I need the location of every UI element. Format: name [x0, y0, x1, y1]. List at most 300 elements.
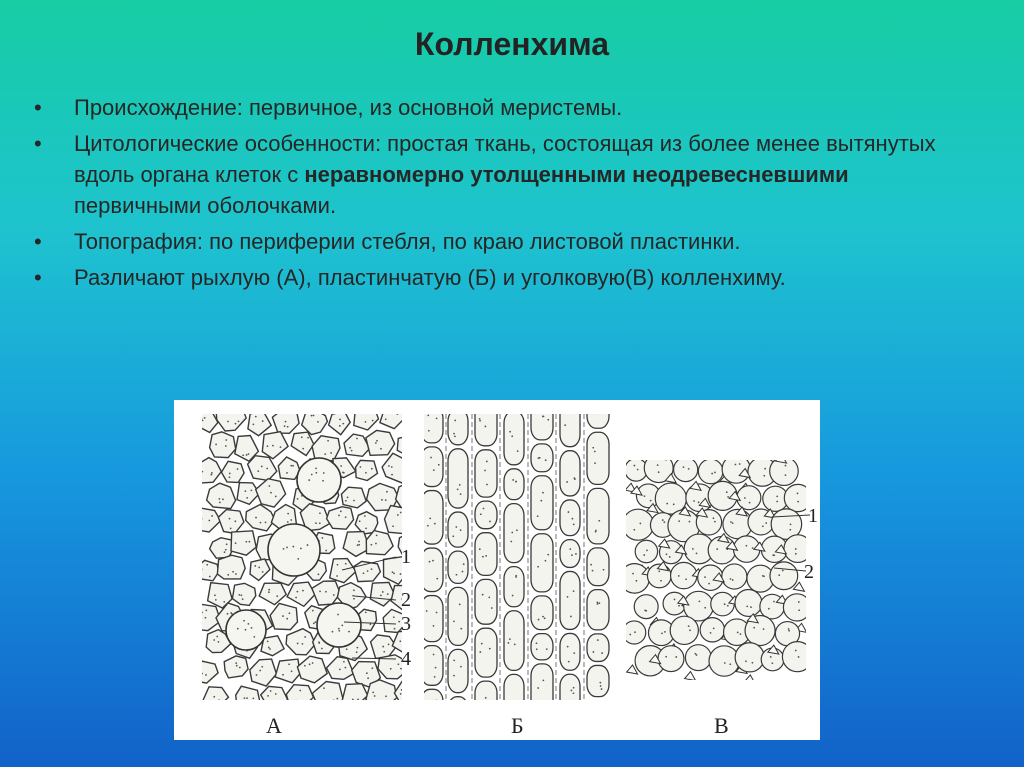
cytoplasm-granule	[268, 485, 270, 487]
cytoplasm-granule	[282, 615, 284, 617]
panel-c-drawing	[614, 451, 820, 738]
cytoplasm-granule	[479, 420, 481, 422]
cell	[504, 411, 524, 465]
cytoplasm-granule	[438, 464, 440, 466]
cytoplasm-granule	[336, 575, 338, 577]
cytoplasm-granule	[259, 670, 261, 672]
cytoplasm-granule	[644, 610, 646, 612]
cytoplasm-granule	[510, 541, 512, 543]
cytoplasm-granule	[433, 654, 435, 656]
thickened-corner	[614, 635, 625, 644]
cell	[620, 564, 649, 593]
panel-a-callout: 4	[401, 648, 411, 670]
cytoplasm-granule	[536, 642, 538, 644]
cytoplasm-granule	[413, 493, 415, 495]
cytoplasm-granule	[385, 418, 387, 420]
cytoplasm-granule	[369, 623, 371, 625]
cytoplasm-granule	[430, 457, 432, 459]
cell	[218, 510, 244, 534]
cytoplasm-granule	[730, 578, 732, 580]
cytoplasm-granule	[764, 468, 766, 470]
cell	[475, 628, 497, 677]
cytoplasm-granule	[412, 439, 414, 441]
cytoplasm-granule	[282, 674, 284, 676]
cytoplasm-granule	[250, 489, 252, 491]
cell	[397, 434, 422, 457]
cytoplasm-granule	[290, 519, 292, 521]
cytoplasm-granule	[797, 501, 799, 503]
cell	[587, 488, 609, 544]
cytoplasm-granule	[795, 553, 797, 555]
cytoplasm-granule	[483, 508, 485, 510]
cytoplasm-granule	[223, 601, 225, 603]
cytoplasm-granule	[367, 677, 369, 679]
cytoplasm-granule	[388, 465, 390, 467]
cell	[191, 661, 218, 683]
cytoplasm-granule	[664, 631, 666, 633]
cytoplasm-granule	[324, 453, 326, 455]
cytoplasm-granule	[307, 437, 309, 439]
cytoplasm-granule	[345, 563, 347, 565]
cytoplasm-granule	[215, 444, 217, 446]
cytoplasm-granule	[517, 450, 519, 452]
cytoplasm-granule	[542, 679, 544, 681]
cytoplasm-granule	[752, 662, 754, 664]
cytoplasm-granule	[252, 423, 254, 425]
cytoplasm-granule	[515, 576, 517, 578]
cytoplasm-granule	[410, 542, 412, 544]
cell	[217, 555, 245, 579]
cytoplasm-granule	[435, 667, 437, 669]
cytoplasm-granule	[537, 566, 539, 568]
cytoplasm-granule	[427, 414, 429, 416]
cell	[327, 657, 354, 680]
cell	[784, 535, 812, 563]
cytoplasm-granule	[367, 570, 369, 572]
panel-c-letter: В	[714, 713, 729, 738]
cell	[396, 482, 422, 509]
cytoplasm-granule	[265, 521, 267, 523]
cytoplasm-granule	[459, 717, 461, 719]
bullet-text: Происхождение: первичное, из основной меристемы.	[74, 95, 623, 120]
cytoplasm-granule	[227, 613, 229, 615]
cytoplasm-granule	[479, 651, 481, 653]
cytoplasm-granule	[457, 488, 459, 490]
cell	[623, 509, 654, 540]
cell	[342, 684, 368, 710]
cytoplasm-granule	[486, 461, 488, 463]
cytoplasm-granule	[512, 595, 514, 597]
cell	[448, 551, 468, 583]
cytoplasm-granule	[452, 535, 454, 537]
cell	[207, 483, 236, 508]
cytoplasm-granule	[732, 522, 734, 524]
cytoplasm-granule	[268, 591, 270, 593]
cytoplasm-granule	[426, 610, 428, 612]
cell	[700, 618, 724, 642]
cytoplasm-granule	[460, 628, 462, 630]
cytoplasm-granule	[318, 573, 320, 575]
cytoplasm-granule	[289, 612, 291, 614]
cytoplasm-granule	[429, 561, 431, 563]
cytoplasm-granule	[708, 583, 710, 585]
cytoplasm-granule	[242, 598, 244, 600]
cytoplasm-granule	[229, 473, 231, 475]
cytoplasm-granule	[665, 656, 667, 658]
cytoplasm-granule	[356, 647, 358, 649]
cytoplasm-granule	[222, 498, 224, 500]
cell	[504, 504, 524, 563]
cell	[312, 682, 343, 710]
cytoplasm-granule	[710, 632, 712, 634]
cell	[421, 407, 443, 443]
cytoplasm-granule	[375, 543, 377, 545]
cell	[560, 674, 580, 725]
cytoplasm-granule	[301, 436, 303, 438]
cytoplasm-granule	[732, 579, 734, 581]
cytoplasm-granule	[333, 700, 335, 702]
cell	[297, 656, 327, 683]
cytoplasm-granule	[252, 697, 254, 699]
cell	[448, 449, 468, 508]
cytoplasm-granule	[573, 652, 575, 654]
cytoplasm-granule	[201, 418, 203, 420]
cytoplasm-granule	[260, 522, 262, 524]
cytoplasm-granule	[572, 518, 574, 520]
cytoplasm-granule	[569, 548, 571, 550]
cell	[709, 646, 739, 676]
cytoplasm-granule	[235, 542, 237, 544]
bullet-origin	[34, 92, 974, 123]
cytoplasm-granule	[268, 647, 270, 649]
cell	[272, 408, 299, 433]
cytoplasm-granule	[208, 520, 210, 522]
cytoplasm-granule	[790, 523, 792, 525]
cytoplasm-granule	[632, 573, 634, 575]
cytoplasm-granule	[357, 698, 359, 700]
cytoplasm-granule	[201, 568, 203, 570]
cell	[354, 404, 379, 430]
cytoplasm-granule	[795, 548, 797, 550]
cytoplasm-granule	[356, 438, 358, 440]
cell	[634, 595, 658, 619]
cell	[735, 643, 764, 672]
cytoplasm-granule	[286, 618, 288, 620]
cytoplasm-granule	[198, 675, 200, 677]
panel-a-callout: 3	[401, 613, 411, 635]
cytoplasm-granule	[243, 620, 245, 622]
cytoplasm-granule	[460, 529, 462, 531]
cytoplasm-granule	[436, 700, 438, 702]
cytoplasm-granule	[238, 594, 240, 596]
cell	[531, 476, 553, 530]
cytoplasm-granule	[365, 527, 367, 529]
cytoplasm-granule	[753, 627, 755, 629]
cytoplasm-granule	[453, 620, 455, 622]
cell	[287, 582, 315, 606]
cell	[193, 458, 221, 483]
cytoplasm-granule	[595, 530, 597, 532]
cytoplasm-granule	[297, 498, 299, 500]
cytoplasm-granule	[629, 634, 631, 636]
cell	[286, 685, 313, 709]
cytoplasm-granule	[262, 571, 264, 573]
cytoplasm-granule	[515, 481, 517, 483]
cytoplasm-granule	[340, 465, 342, 467]
cytoplasm-granule	[226, 543, 228, 545]
cytoplasm-granule	[399, 640, 401, 642]
cytoplasm-granule	[730, 521, 732, 523]
cytoplasm-granule	[397, 514, 399, 516]
cytoplasm-granule	[590, 564, 592, 566]
cytoplasm-granule	[380, 448, 382, 450]
cytoplasm-granule	[206, 564, 208, 566]
cytoplasm-granule	[778, 574, 780, 576]
bullet-dot: •	[34, 95, 42, 120]
cytoplasm-granule	[724, 662, 726, 664]
cytoplasm-granule	[337, 614, 339, 616]
cell	[587, 548, 609, 586]
cytoplasm-granule	[365, 421, 367, 423]
cytoplasm-granule	[746, 605, 748, 607]
cytoplasm-granule	[488, 596, 490, 598]
cytoplasm-granule	[639, 523, 641, 525]
cytoplasm-granule	[227, 421, 229, 423]
panel-a-cells	[191, 404, 422, 711]
cytoplasm-granule	[388, 643, 390, 645]
cytoplasm-granule	[218, 498, 220, 500]
cytoplasm-granule	[387, 593, 389, 595]
cytoplasm-granule	[270, 492, 272, 494]
cell	[531, 534, 553, 592]
cytoplasm-granule	[292, 546, 294, 548]
cytoplasm-granule	[238, 420, 240, 422]
cytoplasm-granule	[308, 479, 310, 481]
cytoplasm-granule	[201, 518, 203, 520]
cytoplasm-granule	[300, 548, 302, 550]
cytoplasm-granule	[427, 525, 429, 527]
cytoplasm-granule	[216, 636, 218, 638]
cytoplasm-granule	[798, 601, 800, 603]
cytoplasm-granule	[685, 578, 687, 580]
cytoplasm-granule	[211, 472, 213, 474]
cytoplasm-granule	[391, 466, 393, 468]
cell	[587, 590, 609, 630]
cytoplasm-granule	[201, 673, 203, 675]
cytoplasm-granule	[688, 468, 690, 470]
cell	[270, 603, 297, 629]
cytoplasm-granule	[262, 420, 264, 422]
cytoplasm-granule	[358, 544, 360, 546]
cytoplasm-granule	[372, 691, 374, 693]
cytoplasm-granule	[696, 553, 698, 555]
cytoplasm-granule	[658, 471, 660, 473]
cytoplasm-granule	[637, 469, 639, 471]
cytoplasm-granule	[205, 617, 207, 619]
cytoplasm-granule	[746, 545, 748, 547]
cytoplasm-granule	[296, 591, 298, 593]
cytoplasm-granule	[463, 563, 465, 565]
cytoplasm-granule	[744, 497, 746, 499]
cell	[341, 487, 366, 508]
cytoplasm-granule	[459, 604, 461, 606]
cytoplasm-granule	[400, 693, 402, 695]
cytoplasm-granule	[313, 622, 315, 624]
cell	[711, 592, 735, 616]
cytoplasm-granule	[371, 667, 373, 669]
cell	[370, 582, 395, 606]
cytoplasm-granule	[266, 468, 268, 470]
cell	[261, 686, 288, 709]
cytoplasm-granule	[325, 550, 327, 552]
cytoplasm-granule	[229, 476, 231, 478]
cytoplasm-granule	[729, 663, 731, 665]
cytoplasm-granule	[211, 515, 213, 517]
cytoplasm-granule	[661, 632, 663, 634]
cytoplasm-granule	[567, 646, 569, 648]
cytoplasm-granule	[258, 567, 260, 569]
cell	[531, 634, 553, 660]
cytoplasm-granule	[749, 502, 751, 504]
cytoplasm-granule	[400, 573, 402, 575]
cytoplasm-granule	[315, 472, 317, 474]
cytoplasm-granule	[536, 648, 538, 650]
cytoplasm-granule	[693, 500, 695, 502]
panel-b-drawing	[421, 400, 612, 740]
cytoplasm-granule	[514, 644, 516, 646]
bullet-dot: •	[34, 131, 42, 156]
cytoplasm-granule	[342, 423, 344, 425]
cell	[587, 432, 609, 484]
cytoplasm-granule	[287, 521, 289, 523]
cytoplasm-granule	[353, 598, 355, 600]
cytoplasm-granule	[232, 571, 234, 573]
thickened-corner	[655, 451, 666, 460]
cell	[448, 649, 468, 692]
cytoplasm-granule	[225, 439, 227, 441]
cytoplasm-granule	[509, 431, 511, 433]
cytoplasm-granule	[426, 714, 428, 716]
cytoplasm-granule	[486, 484, 488, 486]
cell	[237, 483, 259, 505]
cytoplasm-granule	[352, 595, 354, 597]
cell	[366, 531, 393, 555]
bullet-dot: •	[34, 265, 42, 290]
cytoplasm-granule	[315, 467, 317, 469]
cell	[224, 656, 248, 678]
cell	[475, 501, 497, 529]
cytoplasm-granule	[383, 651, 385, 653]
cytoplasm-granule	[319, 590, 321, 592]
cytoplasm-granule	[351, 450, 353, 452]
cell	[587, 665, 609, 696]
cell	[232, 583, 255, 605]
cytoplasm-granule	[462, 733, 464, 735]
cytoplasm-granule	[364, 410, 366, 412]
cytoplasm-granule	[229, 518, 231, 520]
cytoplasm-granule	[540, 700, 542, 702]
cytoplasm-granule	[365, 611, 367, 613]
cytoplasm-granule	[287, 513, 289, 515]
cytoplasm-granule	[392, 571, 394, 573]
cytoplasm-granule	[511, 532, 513, 534]
panel-c-cells	[614, 451, 820, 684]
cytoplasm-granule	[332, 631, 334, 633]
cytoplasm-granule	[573, 692, 575, 694]
cytoplasm-granule	[692, 548, 694, 550]
cell	[302, 409, 328, 435]
cytoplasm-granule	[752, 547, 754, 549]
cytoplasm-granule	[455, 526, 457, 528]
cytoplasm-granule	[394, 628, 396, 630]
cytoplasm-granule	[714, 521, 716, 523]
cytoplasm-granule	[343, 661, 345, 663]
cytoplasm-granule	[546, 648, 548, 650]
cytoplasm-granule	[694, 653, 696, 655]
cytoplasm-granule	[248, 453, 250, 455]
cytoplasm-granule	[454, 435, 456, 437]
cell	[587, 402, 609, 428]
cytoplasm-granule	[740, 633, 742, 635]
cell	[312, 581, 340, 605]
cytoplasm-granule	[513, 710, 515, 712]
cytoplasm-granule	[737, 632, 739, 634]
cytoplasm-granule	[286, 472, 288, 474]
cytoplasm-granule	[244, 697, 246, 699]
cytoplasm-granule	[482, 556, 484, 558]
cytoplasm-granule	[338, 630, 340, 632]
panel-c-callout: 1	[808, 505, 818, 527]
collenchyma-figure	[174, 400, 820, 740]
cytoplasm-granule	[375, 442, 377, 444]
cytoplasm-granule	[381, 499, 383, 501]
cytoplasm-granule	[573, 523, 575, 525]
cytoplasm-granule	[599, 682, 601, 684]
cytoplasm-granule	[633, 529, 635, 531]
cell	[203, 687, 229, 708]
cell	[366, 680, 397, 710]
cytoplasm-granule	[287, 426, 289, 428]
cytoplasm-granule	[385, 695, 387, 697]
cytoplasm-granule	[602, 409, 604, 411]
cytoplasm-granule	[771, 662, 773, 664]
cytoplasm-granule	[462, 571, 464, 573]
cytoplasm-granule	[227, 574, 229, 576]
cytoplasm-granule	[235, 573, 237, 575]
cytoplasm-granule	[339, 425, 341, 427]
cytoplasm-granule	[453, 660, 455, 662]
cytoplasm-granule	[489, 648, 491, 650]
cell	[421, 646, 443, 686]
cell	[421, 447, 443, 487]
cytoplasm-granule	[564, 411, 566, 413]
bullet-text: Цитологические особенности: простая ткань, состоящая из более менее вытянутых вдоль органа клеток с	[74, 131, 936, 187]
cytoplasm-granule	[509, 638, 511, 640]
cytoplasm-granule	[436, 417, 438, 419]
cytoplasm-granule	[333, 594, 335, 596]
cell	[635, 540, 657, 562]
cell	[366, 430, 395, 455]
cytoplasm-granule	[225, 445, 227, 447]
cytoplasm-granule	[348, 631, 350, 633]
cytoplasm-granule	[400, 512, 402, 514]
cytoplasm-granule	[434, 523, 436, 525]
cell	[250, 559, 270, 581]
cell	[722, 564, 747, 589]
cytoplasm-granule	[436, 612, 438, 614]
cytoplasm-granule	[272, 445, 274, 447]
cytoplasm-granule	[538, 457, 540, 459]
